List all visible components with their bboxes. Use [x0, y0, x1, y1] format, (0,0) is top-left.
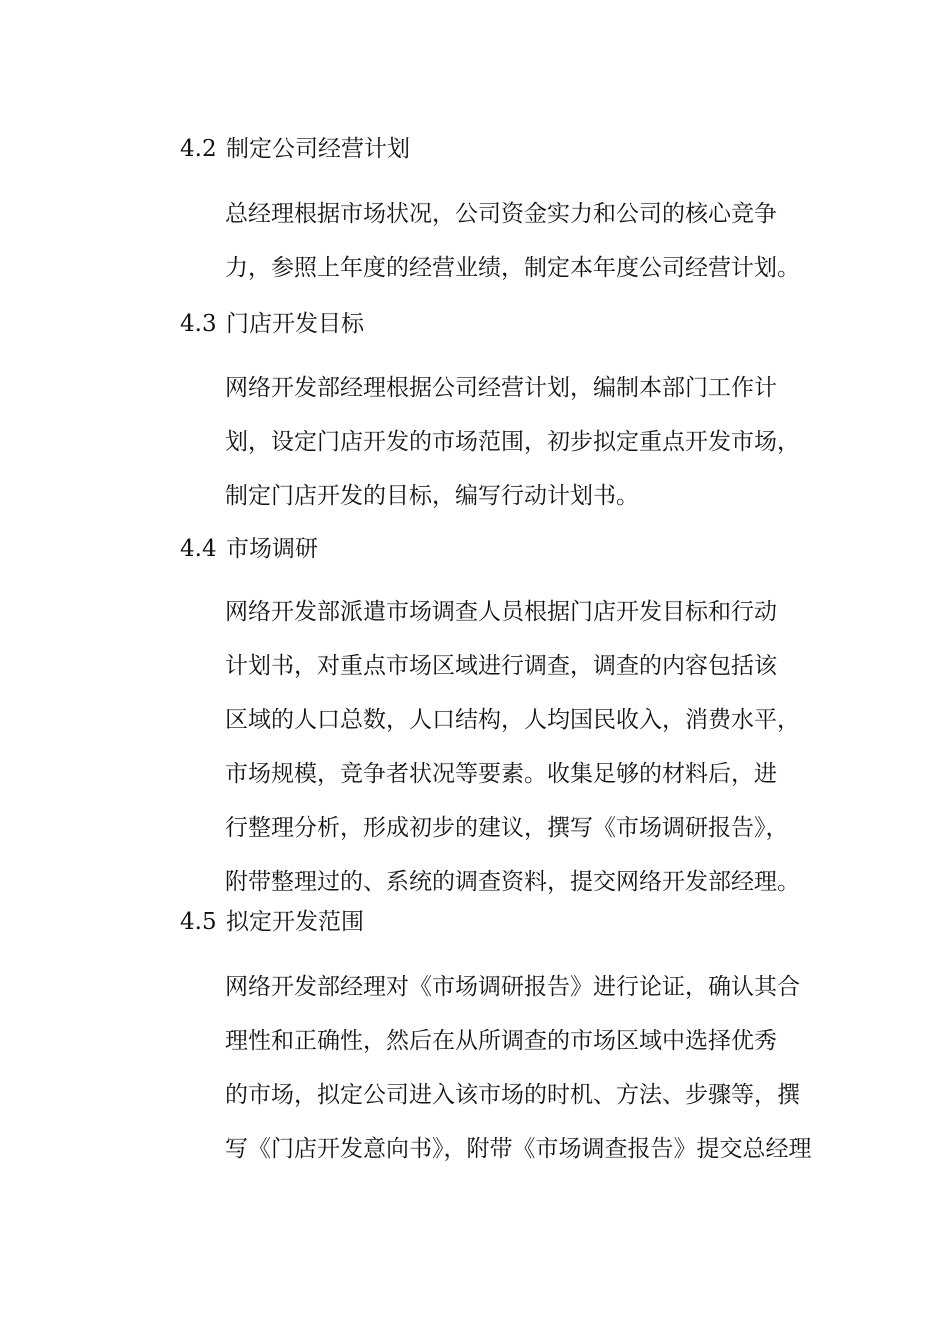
- body-line: 力，参照上年度的经营业绩，制定本年度公司经营计划。: [225, 255, 800, 281]
- body-line: 理性和正确性，然后在从所调查的市场区域中选择优秀: [225, 1028, 777, 1054]
- section-title: 拟定开发范围: [226, 909, 364, 935]
- body-line: 网络开发部经理对《市场调研报告》进行论证，确认其合: [225, 974, 800, 1000]
- section-heading-4-3: [180, 304, 364, 344]
- body-line: 网络开发部经理根据公司经营计划，编制本部门工作计: [225, 375, 777, 401]
- body-line: 写《门店开发意向书》，附带《市场调查报告》提交总经理: [225, 1136, 812, 1162]
- section-body-4-3: [225, 361, 825, 523]
- section-number: 4.2: [180, 136, 217, 162]
- body-line: 的市场，拟定公司进入该市场的时机、方法、步骤等，撰: [225, 1082, 800, 1108]
- section-number: 4.5: [180, 909, 217, 935]
- section-heading-4-4: [180, 529, 318, 569]
- section-body-4-4: [225, 585, 825, 909]
- body-line: 制定门店开发的目标，编写行动计划书。: [225, 483, 639, 509]
- section-heading-4-5: [180, 902, 364, 942]
- body-line: 网络开发部派遣市场调查人员根据门店开发目标和行动: [225, 599, 777, 625]
- body-line: 行整理分析，形成初步的建议，撰写《市场调研报告》，: [225, 815, 789, 841]
- section-body-4-2: [225, 187, 825, 295]
- body-line: 区域的人口总数，人口结构，人均国民收入，消费水平，: [225, 707, 800, 733]
- body-line: 总经理根据市场状况，公司资金实力和公司的核心竞争: [225, 201, 777, 227]
- section-title: 制定公司经营计划: [226, 136, 410, 162]
- section-heading-4-2: [180, 129, 410, 169]
- section-title: 市场调研: [226, 536, 318, 562]
- body-line: 市场规模，竞争者状况等要素。收集足够的材料后，进: [225, 761, 777, 787]
- body-line: 划，设定门店开发的市场范围，初步拟定重点开发市场，: [225, 429, 800, 455]
- body-line: 计划书，对重点市场区域进行调查，调查的内容包括该: [225, 653, 777, 679]
- section-body-4-5: [225, 960, 825, 1176]
- section-title: 门店开发目标: [226, 311, 364, 337]
- section-number: 4.3: [180, 311, 217, 337]
- body-line: 附带整理过的、系统的调查资料，提交网络开发部经理。: [225, 869, 800, 895]
- section-number: 4.4: [180, 536, 217, 562]
